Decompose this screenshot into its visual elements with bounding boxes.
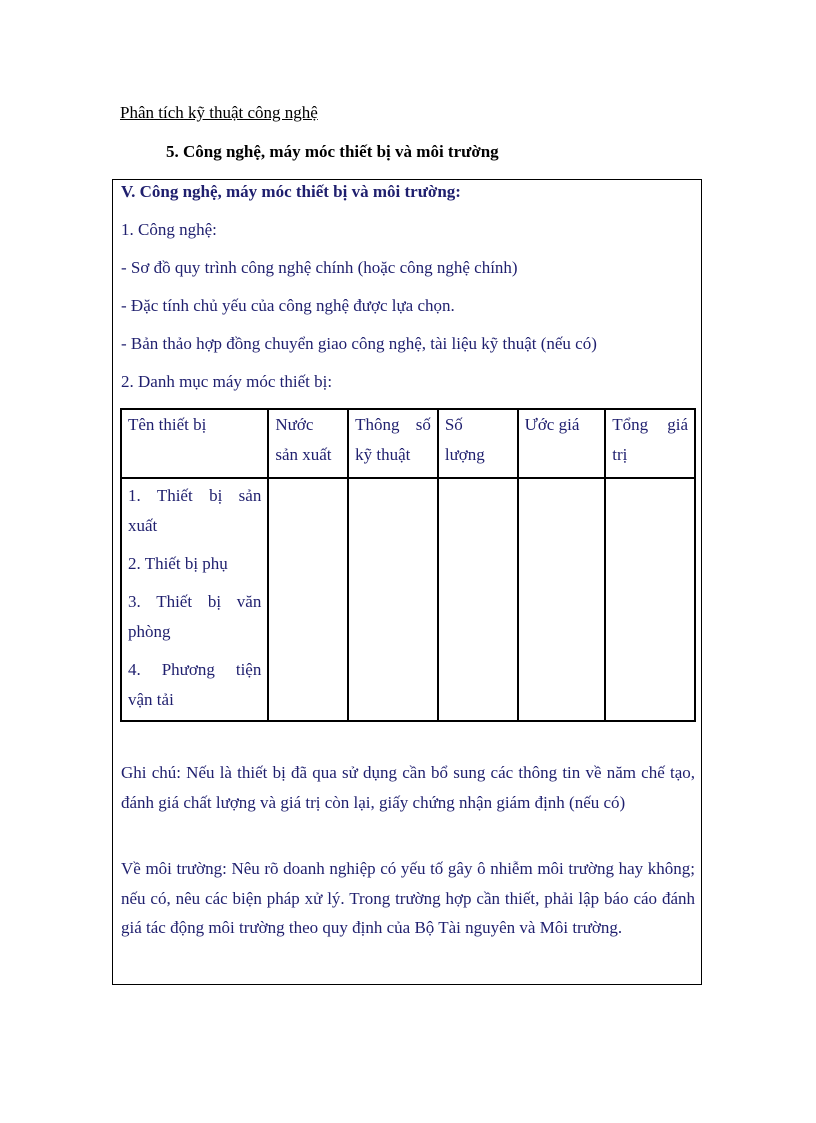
technology-item-characteristics: - Đặc tính chủ yếu của công nghệ được lựa chọn. [121,296,455,315]
column-header-origin-line2: sản xuất [275,445,332,464]
note-environment: Về môi trường: Nêu rõ doanh nghiệp có yếu tố gây ô nhiễm môi trường hay không; nếu có, nêu các biện pháp xử lý. Trong trường hợp cần thiết, phải lập báo cáo đánh giá tác động môi trường theo quy định của Bộ Tài nguyên và Môi trường. [121,859,695,937]
technology-item-contract: - Bản thảo hợp đồng chuyển giao công nghệ, tài liệu kỹ thuật (nếu có) [121,334,597,353]
column-header-quantity-line2: lượng [444,445,485,464]
column-header-spec-line1: Thông số [355,415,431,434]
table-header-row [121,409,695,478]
column-header-spec-line2: kỹ thuật [355,445,411,464]
note-used-equipment: Ghi chú: Nếu là thiết bị đã qua sử dụng cần bổ sung các thông tin về năm chế tạo, đánh giá chất lượng và giá trị còn lại, giấy chứng nhận giám định (nếu có) [121,763,695,812]
column-header-quantity [438,409,518,478]
column-header-spec [348,409,438,478]
total-cell [605,478,695,721]
equipment-item-1-line1: 1. Thiết bị sản [128,486,262,505]
equipment-item-3-line2: phòng [128,622,171,641]
equipment-item-4-line2: vận tải [128,690,174,709]
price-cell [518,478,606,721]
breadcrumb-link[interactable]: Phân tích kỹ thuật công nghệ [120,103,318,122]
equipment-item-4-line1: 4. Phương tiện [128,660,262,679]
column-header-price: Ước giá [518,409,606,478]
column-header-name: Tên thiết bị [121,409,268,478]
equipment-list-heading: 2. Danh mục máy móc thiết bị: [121,372,333,391]
column-header-origin-line1: Nước [275,415,314,434]
equipment-item-1-line2: xuất [128,516,158,535]
spec-cell [348,478,438,721]
equipment-item-3-line1: 3. Thiết bị văn [128,592,262,611]
equipment-table [120,408,696,722]
technology-item-diagram: - Sơ đồ quy trình công nghệ chính (hoặc công nghệ chính) [121,258,518,277]
column-header-total [605,409,695,478]
column-header-total-line1: Tổng giá [612,415,688,434]
section-title: 5. Công nghệ, máy móc thiết bị và môi trường [166,142,499,161]
content-box [112,179,702,985]
column-header-quantity-line1: Số [444,415,463,434]
equipment-item-2: 2. Thiết bị phụ [128,554,228,573]
column-header-total-line2: trị [612,445,628,464]
quantity-cell [438,478,518,721]
box-heading: V. Công nghệ, máy móc thiết bị và môi trường: [121,182,461,201]
origin-cell [268,478,348,721]
table-row [121,478,695,721]
technology-heading: 1. Công nghệ: [121,220,217,239]
column-header-origin [268,409,348,478]
equipment-names-cell [121,478,268,721]
